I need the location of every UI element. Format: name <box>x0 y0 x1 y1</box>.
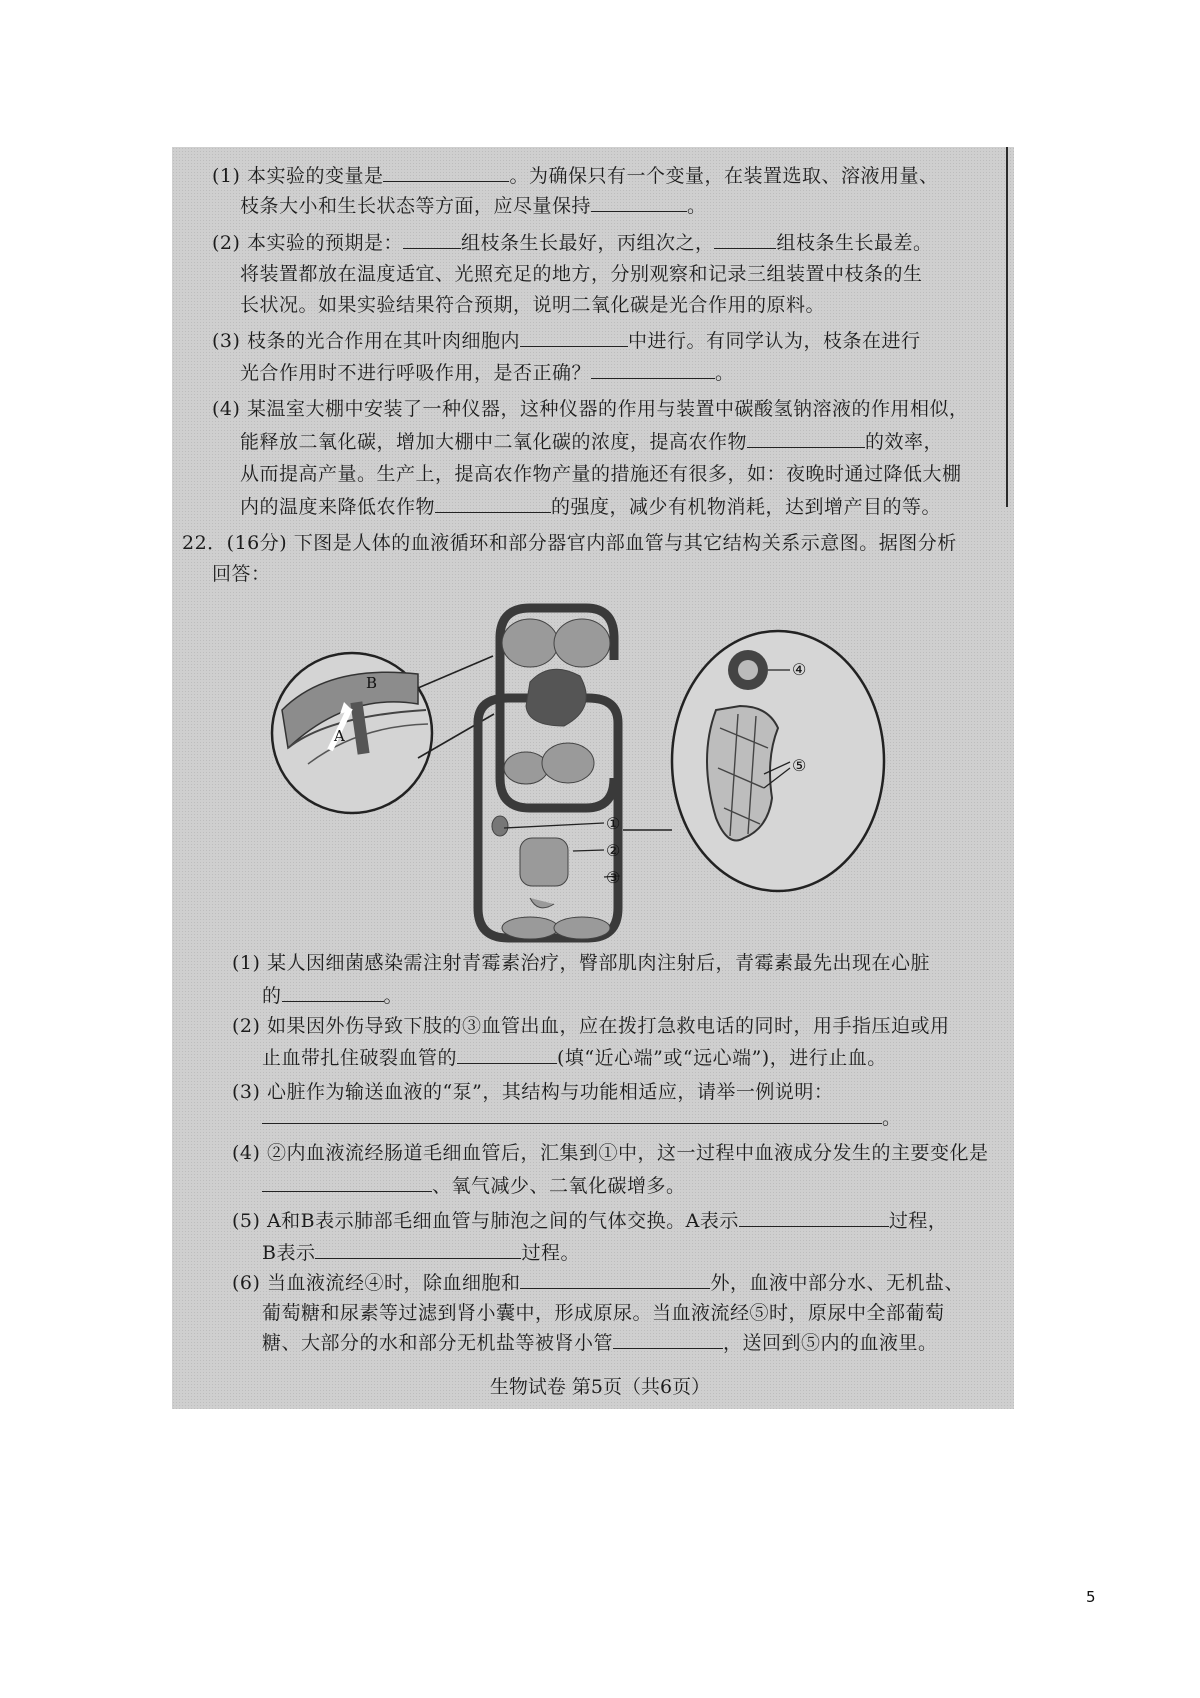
answer-blank <box>591 360 715 379</box>
page-number: 5 <box>1086 1588 1096 1606</box>
q22-part1-line2: 的 。 <box>262 985 404 1007</box>
answer-blank <box>613 1330 723 1349</box>
q22-part6-line2: 葡萄糖和尿素等过滤到肾小囊中，形成原尿。当血液流经⑤时，原尿中全部葡萄 <box>262 1302 945 1324</box>
q22-heading-cont: 回答： <box>212 563 271 585</box>
page-footer: 生物试卷 第5页（共6页） <box>489 1376 711 1398</box>
q22-part2-line2: 止血带扎住破裂血管的 (填“近心端”或“远心端”)，进行止血。 <box>262 1047 887 1069</box>
answer-blank <box>747 429 865 448</box>
q22-heading: 22．(16分) 下图是人体的血液循环和部分器官内部血管与其它结构关系示意图。据图分析 <box>182 532 957 554</box>
q22-part3-line2: 。 <box>262 1105 902 1131</box>
q22-part5-line2: B表示 过程。 <box>262 1242 580 1264</box>
answer-blank <box>739 1208 889 1227</box>
q22-part3-line1: (3) 心脏作为输送血液的“泵”，其结构与功能相适应，请举一例说明： <box>232 1081 834 1103</box>
q21-part3-line1: (3) 枝条的光合作用在其叶肉细胞内 中进行。有同学认为，枝条在进行 <box>212 330 921 352</box>
answer-blank <box>315 1240 521 1259</box>
answer-blank <box>520 1270 710 1289</box>
organ-shapes <box>492 619 610 939</box>
q21-part4-line4: 内的温度来降低农作物 的强度，减少有机物消耗，达到增产目的等。 <box>240 496 942 518</box>
label-5: ⑤ <box>792 756 807 775</box>
circulation-diagram <box>268 598 908 943</box>
q21-part2-line1: (2) 本实验的预期是： 组枝条生长最好，丙组次之， 组枝条生长最差。 <box>212 232 933 254</box>
nephron-inset <box>672 631 884 891</box>
q21-part4-line1: (4) 某温室大棚中安装了一种仪器，这种仪器的作用与装置中碳酸氢钠溶液的作用相似， <box>212 398 969 420</box>
q22-part2-line1: (2) 如果因外伤导致下肢的③血管出血，应在拨打急救电话的同时，用手指压迫或用 <box>232 1015 950 1037</box>
q21-part4-line3: 从而提高产量。生产上，提高农作物产量的措施还有很多，如：夜晚时通过降低大棚 <box>240 463 962 485</box>
q21-part2-line3: 长状况。如果实验结果符合预期，说明二氧化碳是光合作用的原料。 <box>240 294 826 316</box>
answer-blank <box>403 230 461 249</box>
q22-part6-line3: 糖、大部分的水和部分无机盐等被肾小管 ，送回到⑤内的血液里。 <box>262 1332 938 1354</box>
label-a: A <box>334 727 345 745</box>
q21-part1-line1: (1) 本实验的变量是 。为确保只有一个变量，在装置选取、溶液用量、 <box>212 165 939 187</box>
label-b: B <box>366 674 378 692</box>
q22-part5-line1: (5) A和B表示肺部毛细血管与肺泡之间的气体交换。A表示 过程， <box>232 1210 948 1232</box>
answer-blank <box>714 230 776 249</box>
q22-part4-line1: (4) ②内血液流经肠道毛细血管后，汇集到①中，这一过程中血液成分发生的主要变化是 <box>232 1142 989 1164</box>
q21-part2-line2: 将装置都放在温度适宜、光照充足的地方，分别观察和记录三组装置中枝条的生 <box>240 263 923 285</box>
answer-blank <box>282 983 384 1002</box>
q22-part4-line2: 、氧气减少、二氧化碳增多。 <box>262 1173 686 1199</box>
answer-blank <box>262 1105 882 1124</box>
margin-rule <box>1006 147 1008 507</box>
answer-blank <box>457 1045 557 1064</box>
label-1: ① <box>606 814 621 833</box>
q22-part1-line1: (1) 某人因细菌感染需注射青霉素治疗，臀部肌肉注射后，青霉素最先出现在心脏 <box>232 952 930 974</box>
answer-blank <box>383 163 509 182</box>
label-3: ③ <box>606 868 621 887</box>
q22-part6-line1: (6) 当血液流经④时，除血细胞和 外，血液中部分水、无机盐、 <box>232 1272 964 1294</box>
answer-blank <box>435 494 551 513</box>
answer-blank <box>262 1173 432 1192</box>
label-2: ② <box>606 841 621 860</box>
q21-part4-line2: 能释放二氧化碳，增加大棚中二氧化碳的浓度，提高农作物 的效率， <box>240 431 944 453</box>
answer-blank <box>591 193 687 212</box>
q21-part1-line2: 枝条大小和生长状态等方面，应尽量保持 。 <box>240 195 707 217</box>
q21-part3-line2: 光合作用时不进行呼吸作用，是否正确？ 。 <box>240 362 735 384</box>
label-4: ④ <box>792 660 807 679</box>
leader-line <box>418 656 493 688</box>
alveolus-inset <box>272 653 432 813</box>
answer-blank <box>520 328 628 347</box>
